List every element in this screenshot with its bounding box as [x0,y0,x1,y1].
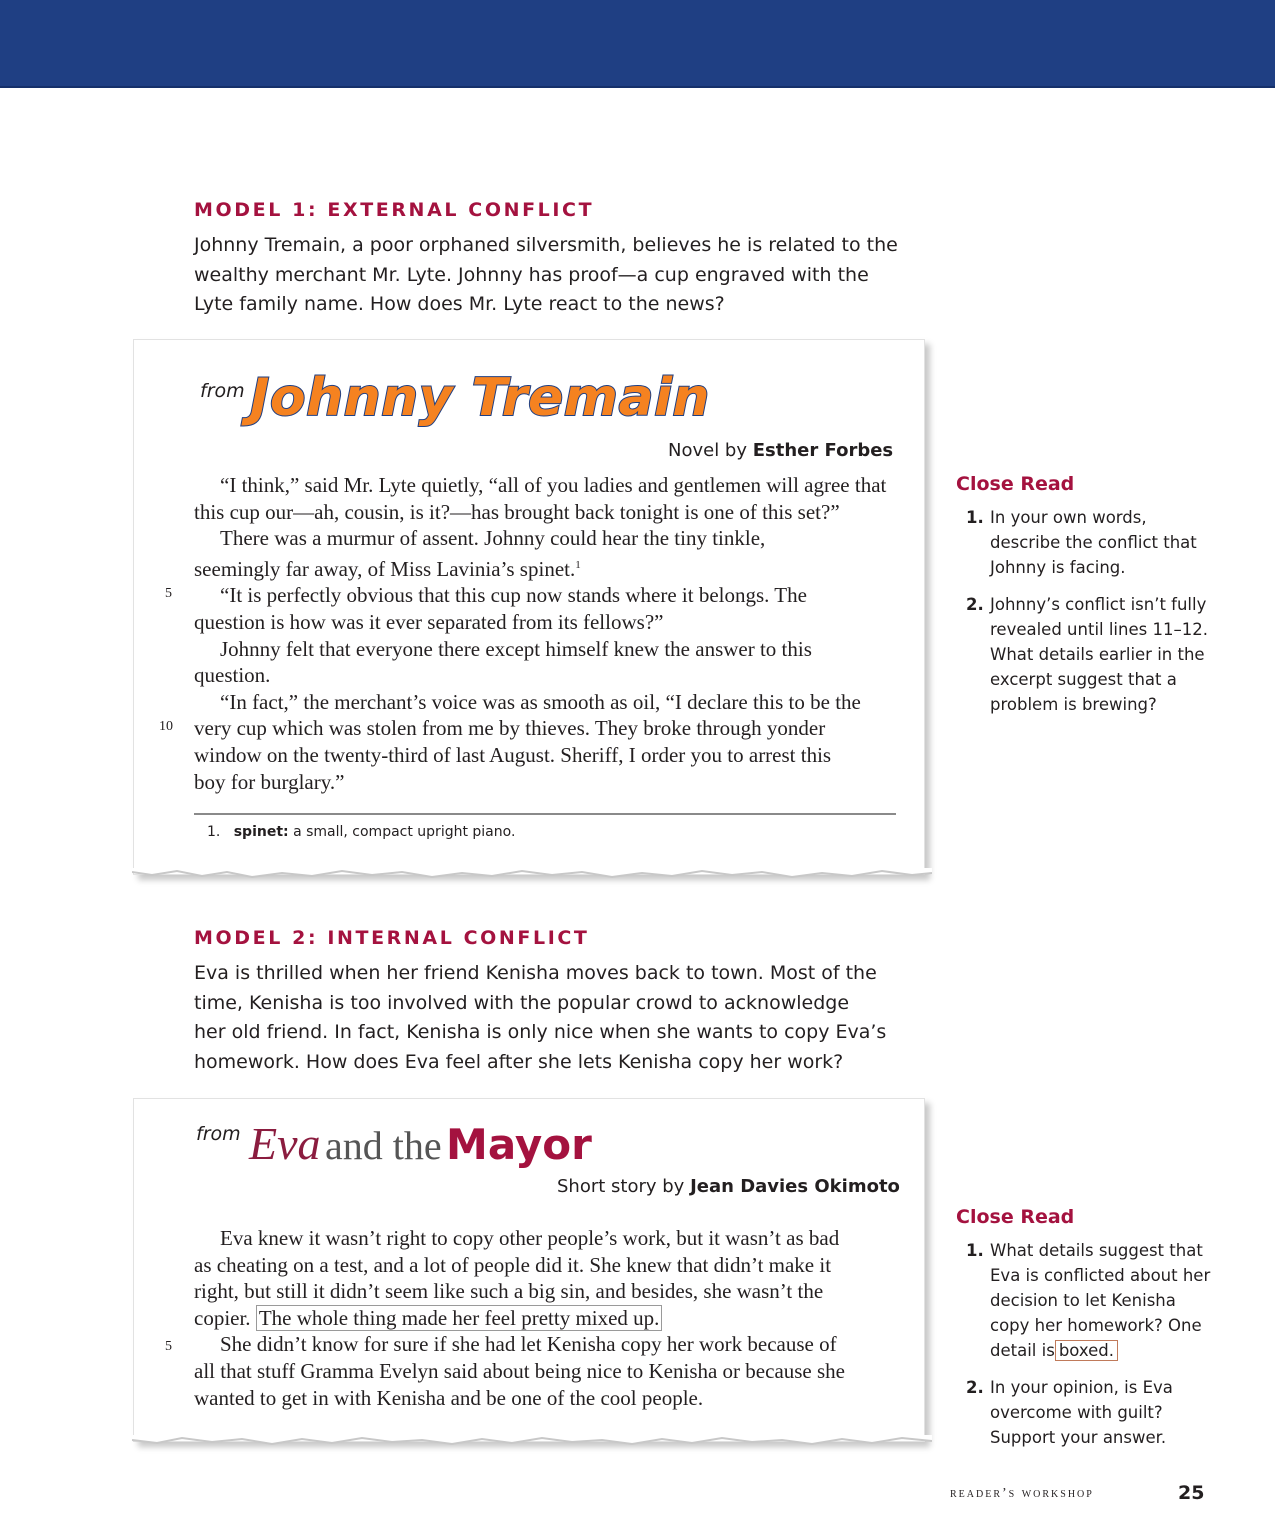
from-label: from [200,380,245,402]
excerpt-title: Johnny Tremain [250,368,710,428]
author-name: Jean Davies Okimoto [690,1176,900,1197]
torn-edge [132,1435,932,1455]
footer-section-label: reader’s workshop [950,1486,1094,1501]
model2-excerpt-panel [133,1098,925,1442]
model1-heading: MODEL 1: EXTERNAL CONFLICT [194,199,595,221]
model1-excerpt-panel [133,339,925,875]
model1-intro: Johnny Tremain, a poor orphaned silversmith, believes he is related to the wealthy merchant Mr. Lyte. Johnny has proof—a cup engraved with the Lyte family name. How does Mr. Lyte react to the news? [194,234,898,315]
boxed-detail: The whole thing made her feel pretty mixed up. [256,1305,663,1331]
close-read-2 [956,1206,1216,1462]
close-read-heading: Close Read [956,1206,1075,1228]
close-read-heading: Close Read [956,473,1075,495]
close-read-question: 1. In your own words, describe the conflict that Johnny is facing. [966,508,1197,577]
model2-intro: Eva is thrilled when her friend Kenisha moves back to town. Most of the time, Kenisha is too involved with the popular crowd to acknowledge her old friend. In fact, Kenisha is only nice when she wants to copy Eva’s homework. How does Eva feel after she lets Kenisha copy her work? [194,962,887,1073]
close-read-question: 1. What details suggest that Eva is conflicted about her decision to let Kenisha copy her homework? One detail is boxed. [966,1241,1211,1360]
line-number: 5 [165,586,172,601]
from-label: from [196,1123,241,1145]
excerpt-byline: Novel by Esther Forbes [668,440,894,461]
footnote: 1. spinet: a small, compact upright piano. [207,824,516,840]
excerpt-title: Eva and the Mayor [249,1118,592,1169]
line-number: 5 [165,1339,172,1354]
excerpt-text: “I think,” said Mr. Lyte quietly, “all of you ladies and gentlemen will agree that this cup our—ah, cousin, is it?—has brought back tonight is one of this set?” There was a murmur of assent. Johnny could hear the tiny tinkle, seemingly far away, of Miss Lavinia’s spinet.$^1$ “It is perfectly obvious that this cup now stands where it belongs. The question is how was it ever separated from its fellows?” Johnny felt that everyone there except himself knew the answer to this question. “In fact,” the merchant’s voice was as smooth as oil, “I declare this to be the very cup which was stolen from me by thieves. They broke through yonder window on the twenty-third of last August. Sheriff, I order you to arrest this boy for burglary.” [194,473,887,794]
excerpt-byline: Short story by Jean Davies Okimoto [557,1176,900,1197]
close-read-1 [956,473,1216,729]
page-number: 25 [1178,1482,1205,1504]
model2-heading: MODEL 2: INTERNAL CONFLICT [194,927,590,949]
torn-edge [132,868,932,888]
top-color-band [0,0,1275,88]
close-read-question: 2. Johnny’s conflict isn’t fully revealed until lines 11–12. What details earlier in the excerpt suggest that a problem is brewing? [966,595,1208,714]
author-name: Esther Forbes [752,440,894,461]
footnote-marker: 1 [575,558,581,571]
boxed-label: boxed. [1055,1340,1118,1361]
excerpt-text: Eva knew it wasn’t right to copy other people’s work, but it wasn’t as bad as cheating on a test, and a lot of people did it. She knew that didn’t make it right, but still it didn’t seem like such a big sin, and besides, she wasn’t the copier. The whole thing made her feel pretty mixed up. She didn’t know for sure if she had let Kenisha copy her work because of all that stuff Gramma Evelyn said about being nice to Kenisha or because she wanted to get in with Kenisha and be one of the cool people. [194,1226,845,1410]
line-number: 10 [159,719,173,734]
footnote-divider [194,813,896,815]
close-read-question: 2. In your opinion, is Eva overcome with guilt? Support your answer. [966,1378,1173,1447]
